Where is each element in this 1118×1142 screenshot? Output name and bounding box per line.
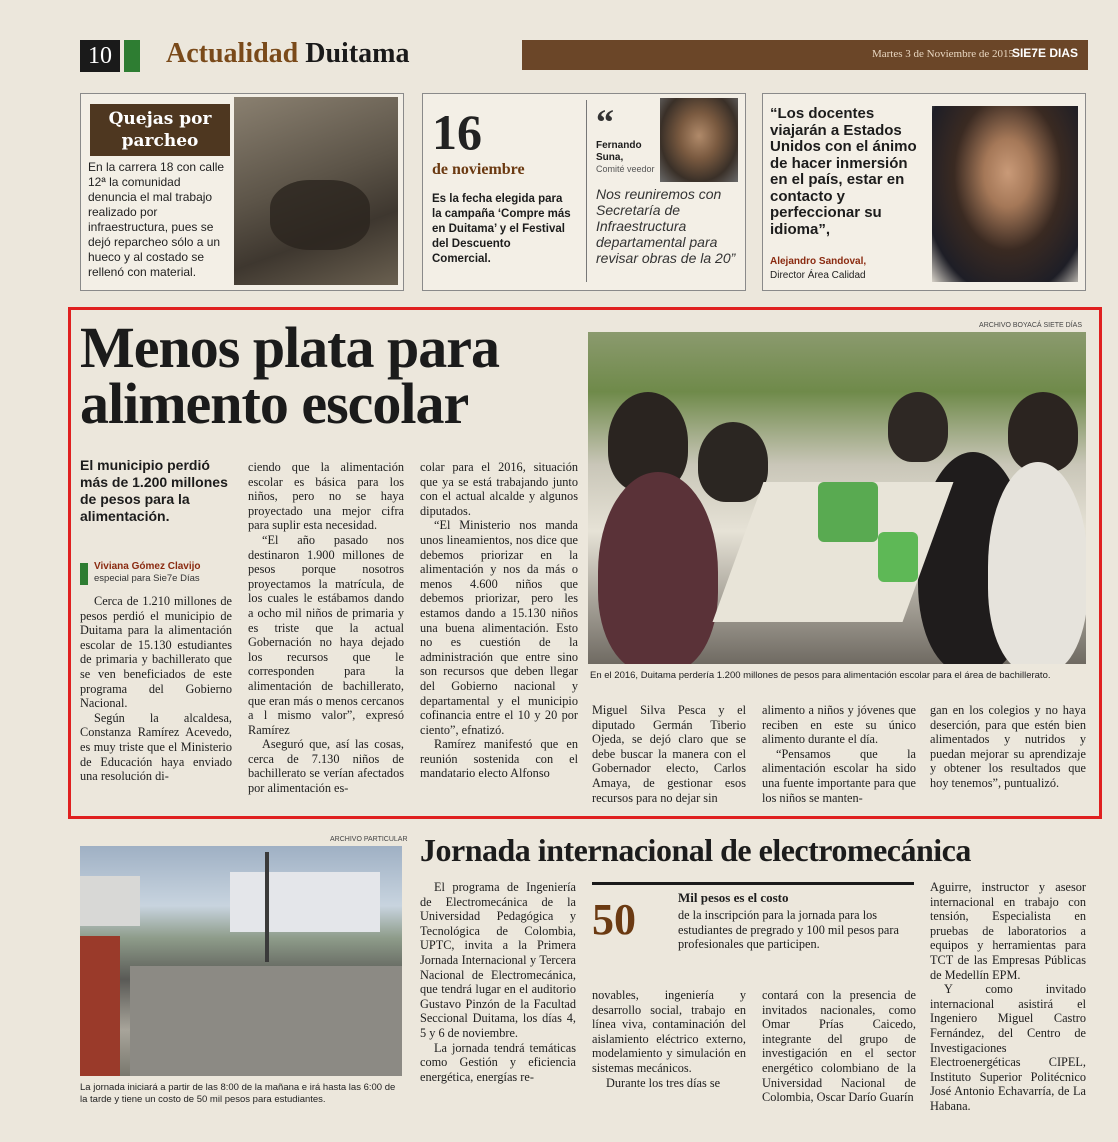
paragraph: Y como invitado internacional asistirá el Ingeniero Miguel Castro Fernández, del Centro de Investigaciones Electroenergéticas CIPEL, Instituto Superior Politécnico José Antonio Echavarría, de La Habana. (930, 982, 1086, 1113)
green-cups (818, 482, 878, 542)
building-shape (80, 876, 140, 926)
paragraph: Según la alcaldesa, Constanza Ramírez Acevedo, es muy triste que el Ministerio de Educación haya enviado una resolución di- (80, 710, 232, 784)
lower-column-2 (592, 988, 746, 1090)
main-column-4 (592, 703, 746, 805)
lower-column-1 (420, 880, 576, 1084)
page-number: 10 (80, 40, 120, 72)
main-column-5 (762, 703, 916, 805)
stat-number: 50 (592, 895, 636, 944)
paragraph: Aguirre, instructor y asesor internacional en trabajo con tensión, Especialista en pruebas de laboratorios a equipos y herramientas para TCT de las Empresas Públicas de Medellín EPM. (930, 880, 1086, 982)
main-column-6 (930, 703, 1086, 791)
paragraph: Durante los tres días se (606, 1075, 721, 1090)
stat-rule (592, 882, 914, 885)
paragraph: novables, ingeniería y desarrollo social, trabajo en línea viva, contaminación del aislamiento eléctrico externo, modelamiento y simulación en sistemas mecánicos. (592, 988, 746, 1075)
section-color-bar (124, 40, 140, 72)
child-figure (888, 392, 948, 462)
main-column-3 (420, 460, 578, 781)
pole-shape (265, 852, 269, 962)
pothole-shape (270, 180, 370, 250)
main-column-1 (80, 594, 232, 784)
stat-heading: Mil pesos es el costo (678, 890, 789, 905)
section-title (166, 38, 409, 70)
lower-column-4 (930, 880, 1086, 1114)
child-figure (698, 422, 768, 502)
fecha-number: 16 (432, 104, 482, 160)
building-shape (230, 872, 380, 932)
paragraph: Aseguró que, así las cosas, cerca de 7.130 niños de bachillerato se verían afectados por alimentación es- (248, 737, 404, 796)
quejas-title-line2: parcheo (121, 131, 199, 151)
lower-column-3 (762, 988, 916, 1105)
fecha-divider (586, 100, 587, 282)
paragraph: contará con la presencia de invitados nacionales, como Omar Prías Caicedo, integrante del grupo de investigación en el sector energético colombiano de la Universidad Nacional de Colombia, Oscar Darío Guarín (762, 988, 916, 1105)
veedor-photo (660, 98, 738, 182)
paragraph: Ramírez manifestó que en reunión sostenida con el mandatario electo Alfonso (420, 737, 578, 781)
paragraph: “El Ministerio nos manda unos lineamientos, nos dice que debemos priorizar en la alimentación y nos da más o menos 4.600 niños que debemos priorizar, pero les estamos dando a 15.130 niños una buena alimentación. Esto no es cuestión de la administración que entre sino son recursos que deben llegar del Gobierno nacional y departamental y el municipio cofinancia entre el 10 y 20 por ciento”, efnatizó. (420, 518, 578, 737)
veedor-name: Fernando Suna, (596, 140, 642, 163)
quejas-title (90, 104, 230, 156)
child-figure (988, 462, 1086, 664)
main-deck: El municipio perdió más de 1.200 millones de pesos para la alimentación. (80, 457, 228, 524)
paragraph: “El año pasado nos destinaron 1.900 millones de pesos porque nosotros proyectamos la matrícula, de los cuales le estábamos dando a ocho mil niños de primaria y es triste que la actual Gobernación no haya dejado los recursos que le corresponden para la alimentación de bachillerato, que eran más o menos cercanos a l mismo valor”, expresó Ramírez (248, 532, 404, 737)
lower-photo-caption: La jornada iniciará a partir de las 8:00 de la mañana e irá hasta las 6:00 de la tarde y tiene un costo de 50 mil pesos para estudiantes. (80, 1082, 396, 1105)
author-bar (80, 563, 88, 585)
quejas-text: En la carrera 18 con calle 12ª la comunidad denuncia el mal trabajo realizado por infraestructura, pues se dejó reparcheo sólo a un hueco y al costado se rellenó con material. (88, 160, 225, 279)
main-headline: Menos plata para alimento escolar (80, 315, 499, 436)
paragraph: alimento a niños y jóvenes que reciben en este su único alimento durante el día. (762, 703, 916, 747)
paragraph: La jornada tendrá temáticas como Gestión y eficiencia energética, energías re- (420, 1040, 576, 1084)
section-title-b: Duitama (305, 38, 410, 69)
quote-mark-icon: “ (596, 102, 614, 142)
paragraph: El programa de Ingeniería de Electromecánica de la Universidad Pedagógica y Tecnológica de Colombia, UPTC, invita a la Primera Jornada Internacional y Tercera Nacional de Electromecánica, que tendrá lugar en el auditorio Gustavo Pinzón de la Facultad Seccional Duitama, los días 4, 5 y 6 de noviembre. (420, 880, 576, 1040)
docentes-name: Alejandro Sandoval, (770, 256, 867, 267)
green-cups (878, 532, 918, 582)
school-lunch-photo (588, 332, 1086, 664)
paragraph: Cerca de 1.210 millones de pesos perdió el municipio de Duitama para la alimentación escolar de 15.130 estudiantes de primaria y bachillerato que se ven beneficiados de este programa del Gobierno Nacional. (80, 594, 232, 711)
child-figure (1008, 392, 1078, 472)
main-photo-credit: ARCHIVO BOYACÁ SIETE DÍAS (979, 322, 1082, 329)
author-role: especial para Sie7e Días (94, 573, 200, 584)
main-photo-caption: En el 2016, Duitama perdería 1.200 millones de pesos para alimentación escolar para el área de bachillerato. (590, 670, 1051, 681)
paragraph: Miguel Silva Pesca y el diputado Germán Tiberio Ojeda, se dejó claro que se debe buscar la manera con el Gobernador electo, Carlos Amaya, de gestionar esos recursos para no dejar sin (592, 703, 746, 805)
docentes-quote: “Los docentes viajarán a Estados Unidos con el ánimo de hacer inmersión en el país, estar en contacto y perfeccionar su idioma”, (770, 105, 917, 238)
child-figure (598, 472, 718, 664)
paragraph: colar para el 2016, situación que ya se está trabajando junto con el actual alcalde y algunos diputados. (420, 460, 578, 518)
section-title-a: Actualidad (166, 38, 299, 69)
wall-shape (80, 936, 120, 1076)
paragraph: “Pensamos que la alimentación escolar ha sido una fuente importante para que los niños se manten- (762, 746, 916, 805)
fecha-text: Es la fecha elegida para la campaña ‘Compre más en Duitama’ y el Festival del Descuento Comercial. (432, 193, 571, 265)
veedor-role: Comité veedor (596, 164, 655, 174)
quejas-title-line1: Quejas por (108, 109, 212, 129)
lower-headline: Jornada internacional de electromecánica (420, 832, 971, 868)
paragraph: ciendo que la alimentación escolar es básica para los niños, pero no se haya proyectado una mejor cifra para suplir esta necesidad. (248, 460, 404, 533)
lower-photo-credit: ARCHIVO PARTICULAR (330, 836, 408, 843)
courtyard-shape (130, 966, 402, 1076)
veedor-quote: Nos reuniremos con Secretaría de Infraestructura departamental para revisar obras de la 20” (596, 186, 736, 266)
stat-text: de la inscripción para la jornada para los estudiantes de pregrado y 100 mil pesos para profesionales que participen. (678, 908, 899, 952)
docentes-role: Director Área Calidad (770, 270, 866, 281)
brand-name: SIE7E DIAS (1011, 46, 1078, 60)
main-column-2 (248, 460, 404, 796)
campus-photo (80, 846, 402, 1076)
fecha-month: de noviembre (432, 161, 525, 178)
paragraph: gan en los colegios y no haya deserción, para que estén bien alimentados y nutridos y puedan mejorar su aprendizaje y obtener los resultados que hoy tenemos”, puntualizó. (930, 703, 1086, 790)
director-photo (932, 106, 1078, 282)
author-name: Viviana Gómez Clavijo (94, 561, 201, 572)
issue-date: Martes 3 de Noviembre de 2015 (871, 48, 1014, 60)
